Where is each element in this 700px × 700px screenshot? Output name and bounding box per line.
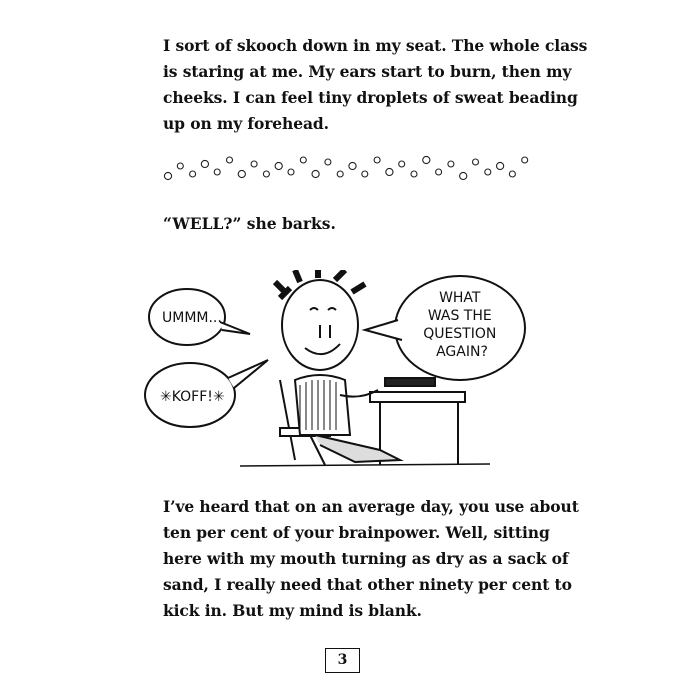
sweat-bubble [473, 159, 479, 165]
text-line: up on my forehead. [163, 114, 329, 133]
text-line: sand, I really need that other ninety per cent to [163, 575, 572, 594]
sweat-bubble [362, 171, 368, 177]
sweat-bubble [227, 157, 233, 163]
text-line: cheeks. I can feel tiny droplets of sweat beading [163, 88, 578, 107]
sweat-bubble [214, 169, 220, 175]
sweat-bubble [190, 171, 196, 177]
bubble-text-question: WHAT WAS THE QUESTION AGAIN? [423, 290, 497, 360]
dialogue-line: “WELL?” she barks. [163, 214, 336, 233]
bubble-text-koff: ✳KOFF!✳ [160, 389, 225, 405]
sweat-bubble [399, 161, 405, 167]
sweat-bubble [300, 157, 306, 163]
sweat-bubble [374, 157, 380, 163]
sweat-bubble [288, 169, 294, 175]
sweat-bubble [509, 171, 515, 177]
sweat-bubbles-divider [160, 152, 530, 192]
sweat-bubble [411, 171, 417, 177]
sweat-bubble [263, 171, 269, 177]
text-line: here with my mouth turning as dry as a sack of [163, 549, 569, 568]
sweat-bubble [436, 169, 442, 175]
bubble-text-ummm: UMMM... [162, 310, 222, 326]
sweat-bubble [386, 168, 393, 175]
sweat-bubble [460, 172, 467, 179]
page-number: 3 [325, 648, 360, 673]
sweat-bubble [337, 171, 343, 177]
sweat-bubble [349, 162, 356, 169]
paragraph-1 [163, 33, 587, 137]
sweat-bubble [522, 157, 528, 163]
text-line: ten per cent of your brainpower. Well, sitting [163, 523, 550, 542]
text-line: kick in. But my mind is blank. [163, 601, 422, 620]
sweat-bubble [177, 163, 183, 169]
sweat-bubble [251, 161, 257, 167]
text-line: I’ve heard that on an average day, you use about [163, 497, 579, 516]
sweat-bubble [485, 169, 491, 175]
sweat-bubble [312, 170, 319, 177]
text-line: I sort of skooch down in my seat. The whole class [163, 36, 588, 55]
sweat-bubble [164, 172, 171, 179]
paragraph-2 [163, 494, 579, 624]
sweat-bubble [201, 160, 208, 167]
sweat-bubble [275, 162, 282, 169]
sweat-bubble [497, 162, 504, 169]
sweat-bubble [448, 161, 454, 167]
sweat-bubble [423, 156, 430, 163]
text-line: is staring at me. My ears start to burn, then my [163, 62, 572, 81]
comic-illustration [140, 270, 530, 470]
sweat-bubble [238, 170, 245, 177]
sweat-bubble [325, 159, 331, 165]
